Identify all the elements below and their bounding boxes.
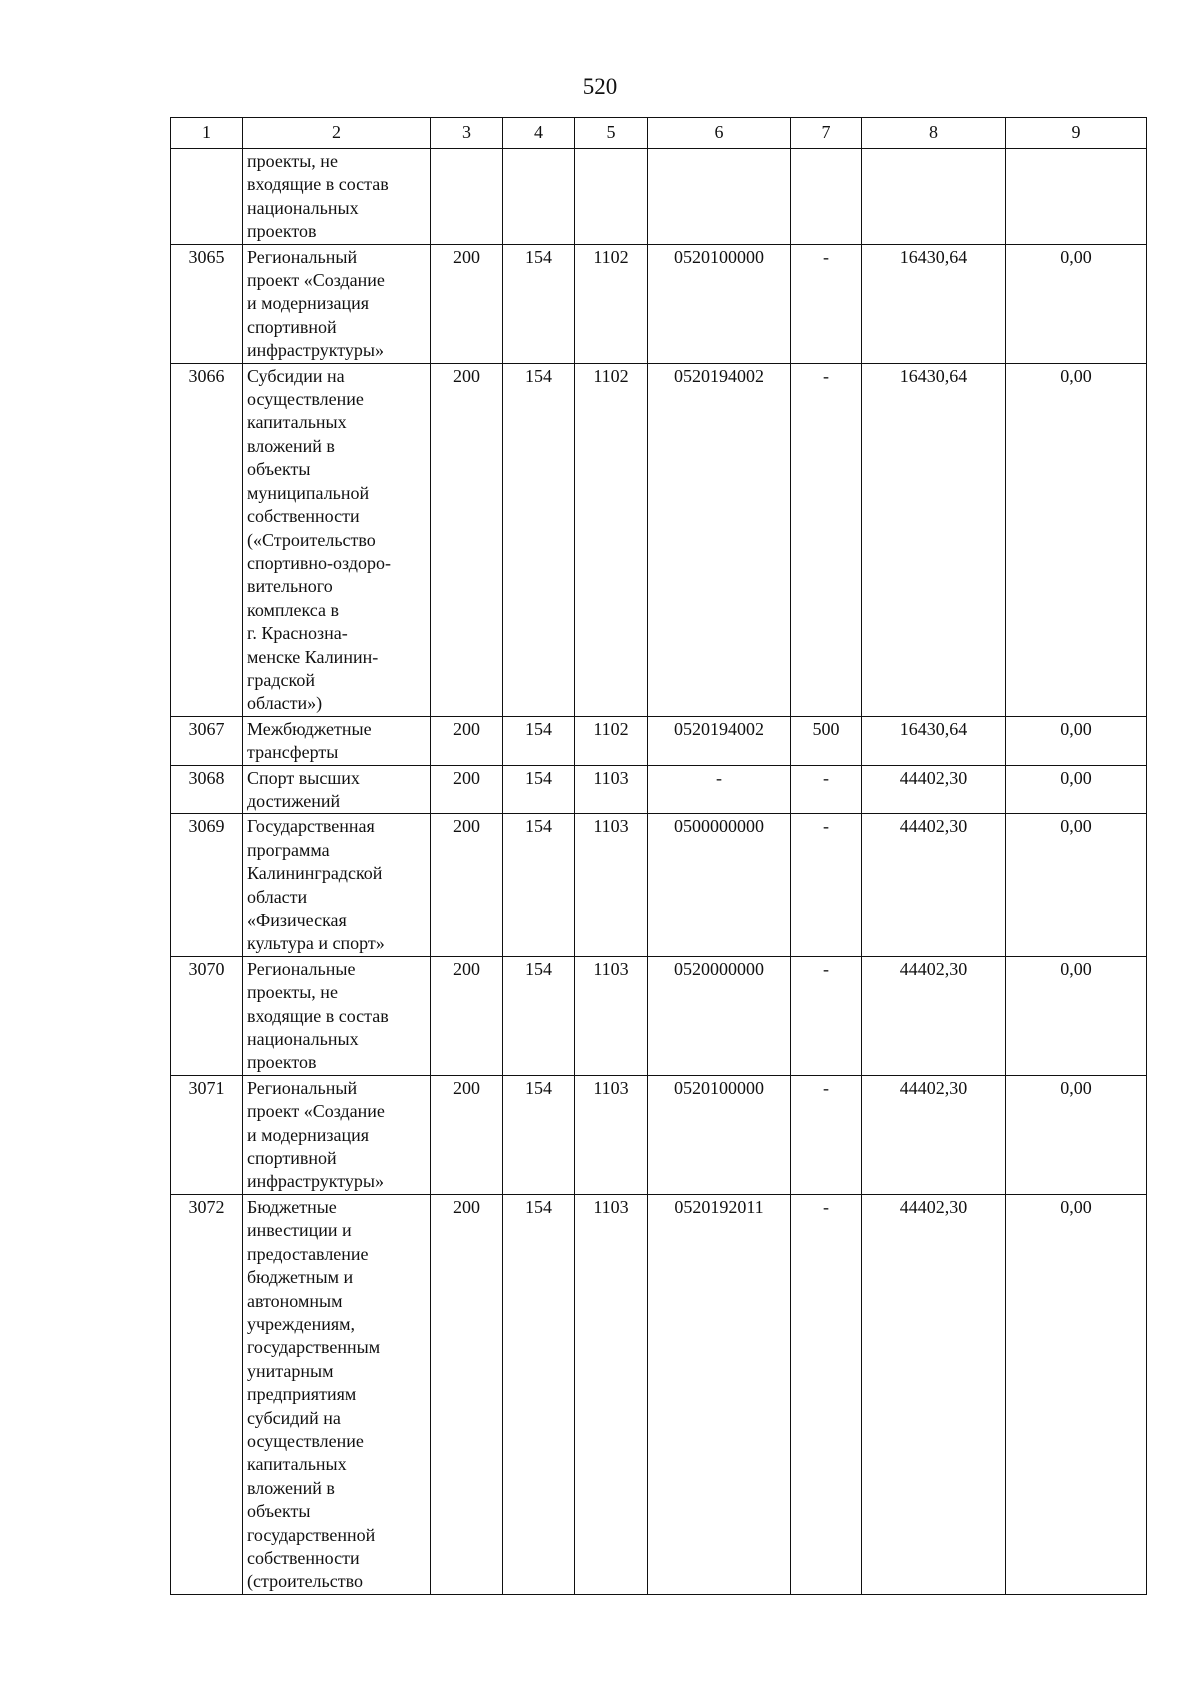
column-5-cell xyxy=(575,149,648,245)
table-row xyxy=(171,956,1147,1075)
column-7-cell: - xyxy=(791,1194,862,1594)
description-line: программа xyxy=(247,839,330,860)
description-line: области») xyxy=(247,693,323,714)
description-line: инвестиции и xyxy=(247,1220,352,1241)
budget-table xyxy=(170,117,1147,1595)
column-5-cell: 1102 xyxy=(575,363,648,716)
description-line: области xyxy=(247,886,308,907)
row-code-cell xyxy=(171,149,243,245)
amount-cell: 44402,30 xyxy=(862,765,1006,814)
value-cell: 0,00 xyxy=(1006,956,1147,1075)
column-header-6: 6 xyxy=(648,118,791,149)
description-line: автономным xyxy=(247,1290,343,1311)
description-line: Межбюджетные xyxy=(247,718,372,739)
description-line: Субсидии на xyxy=(247,365,345,386)
description-line: проекты, не xyxy=(247,151,338,171)
row-code-cell: 3072 xyxy=(171,1194,243,1594)
table-row xyxy=(171,716,1147,765)
column-3-cell: 200 xyxy=(431,363,503,716)
description-line: градской xyxy=(247,669,315,690)
column-4-cell: 154 xyxy=(503,1194,575,1594)
column-7-cell: - xyxy=(791,814,862,956)
description-line: осуществление xyxy=(247,389,364,410)
description-line: спортивно-оздоро- xyxy=(247,552,391,573)
description-line: вложений в xyxy=(247,1477,335,1498)
table-row xyxy=(171,244,1147,363)
column-6-cell: 0520000000 xyxy=(648,956,791,1075)
description-line: учреждениям, xyxy=(247,1313,356,1334)
description-line: осуществление xyxy=(247,1430,364,1451)
description-line: культура и спорт» xyxy=(247,933,385,954)
column-4-cell: 154 xyxy=(503,814,575,956)
column-5-cell: 1103 xyxy=(575,1194,648,1594)
value-cell: 0,00 xyxy=(1006,363,1147,716)
description-cell xyxy=(243,244,431,363)
column-6-cell: 0520194002 xyxy=(648,363,791,716)
column-4-cell: 154 xyxy=(503,363,575,716)
column-5-cell: 1103 xyxy=(575,765,648,814)
amount-cell: 16430,64 xyxy=(862,716,1006,765)
column-7-cell: - xyxy=(791,765,862,814)
column-header-5: 5 xyxy=(575,118,648,149)
description-line: вложений в xyxy=(247,435,335,456)
column-7-cell: - xyxy=(791,956,862,1075)
description-line: государственным xyxy=(247,1337,381,1358)
column-4-cell: 154 xyxy=(503,765,575,814)
column-6-cell: 0520194002 xyxy=(648,716,791,765)
page-number: 520 xyxy=(582,74,618,99)
amount-cell: 16430,64 xyxy=(862,244,1006,363)
description-line: предприятиям xyxy=(247,1384,357,1405)
table-row xyxy=(171,814,1147,956)
description-line: инфраструктуры» xyxy=(247,340,384,361)
column-header-4: 4 xyxy=(503,118,575,149)
row-code-cell: 3065 xyxy=(171,244,243,363)
description-cell xyxy=(243,363,431,716)
description-line: вительного xyxy=(247,576,333,597)
description-line: проекты, не xyxy=(247,982,338,1003)
column-header-1: 1 xyxy=(171,118,243,149)
value-cell xyxy=(1006,149,1147,245)
table-row xyxy=(171,765,1147,814)
description-line: капитальных xyxy=(247,1454,347,1475)
column-3-cell: 200 xyxy=(431,716,503,765)
column-3-cell xyxy=(431,149,503,245)
description-line: спортивной xyxy=(247,316,337,337)
description-line: проектов xyxy=(247,221,317,242)
column-4-cell: 154 xyxy=(503,244,575,363)
value-cell: 0,00 xyxy=(1006,765,1147,814)
column-6-cell: 0520100000 xyxy=(648,244,791,363)
description-line: объекты xyxy=(247,459,311,480)
row-code-cell: 3071 xyxy=(171,1075,243,1194)
description-line: и модернизация xyxy=(247,293,370,314)
column-5-cell: 1103 xyxy=(575,956,648,1075)
column-6-cell xyxy=(648,149,791,245)
column-6-cell: 0520100000 xyxy=(648,1075,791,1194)
row-code-cell: 3068 xyxy=(171,765,243,814)
description-line: менске Калинин- xyxy=(247,646,379,667)
description-line: проект «Создание xyxy=(247,1101,385,1122)
description-line: Бюджетные xyxy=(247,1196,337,1217)
amount-cell: 44402,30 xyxy=(862,1194,1006,1594)
description-cell xyxy=(243,956,431,1075)
amount-cell xyxy=(862,149,1006,245)
column-3-cell: 200 xyxy=(431,765,503,814)
description-cell xyxy=(243,814,431,956)
column-7-cell: - xyxy=(791,244,862,363)
description-line: собственности xyxy=(247,506,360,527)
description-line: проект «Создание xyxy=(247,270,385,291)
description-line: и модернизация xyxy=(247,1124,370,1145)
description-line: национальных xyxy=(247,197,359,218)
column-6-cell: - xyxy=(648,765,791,814)
column-7-cell: 500 xyxy=(791,716,862,765)
description-cell xyxy=(243,1075,431,1194)
description-line: спортивной xyxy=(247,1148,337,1169)
amount-cell: 16430,64 xyxy=(862,363,1006,716)
description-line: Региональные xyxy=(247,958,356,979)
description-cell xyxy=(243,1194,431,1594)
column-7-cell: - xyxy=(791,1075,862,1194)
description-line: капитальных xyxy=(247,412,347,433)
column-3-cell: 200 xyxy=(431,1194,503,1594)
column-header-7: 7 xyxy=(791,118,862,149)
table-row xyxy=(171,149,1147,245)
row-code-cell: 3066 xyxy=(171,363,243,716)
description-line: проектов xyxy=(247,1052,317,1073)
description-line: предоставление xyxy=(247,1243,369,1264)
description-line: Государственная xyxy=(247,816,375,837)
column-7-cell xyxy=(791,149,862,245)
value-cell: 0,00 xyxy=(1006,814,1147,956)
description-line: субсидий на xyxy=(247,1407,341,1428)
column-5-cell: 1102 xyxy=(575,716,648,765)
description-line: бюджетным и xyxy=(247,1267,354,1288)
table-row xyxy=(171,1194,1147,1594)
description-line: входящие в состав xyxy=(247,174,389,195)
column-6-cell: 0500000000 xyxy=(648,814,791,956)
column-header-3: 3 xyxy=(431,118,503,149)
description-line: объекты xyxy=(247,1501,311,1522)
column-7-cell: - xyxy=(791,363,862,716)
amount-cell: 44402,30 xyxy=(862,956,1006,1075)
table-row xyxy=(171,1075,1147,1194)
table-body xyxy=(171,149,1147,1595)
column-3-cell: 200 xyxy=(431,244,503,363)
column-4-cell xyxy=(503,149,575,245)
table-row xyxy=(171,363,1147,716)
description-cell xyxy=(243,149,431,245)
description-cell xyxy=(243,716,431,765)
description-line: унитарным xyxy=(247,1360,334,1381)
description-line: трансферты xyxy=(247,742,339,763)
description-line: («Строительство xyxy=(247,529,376,550)
description-line: инфраструктуры» xyxy=(247,1171,384,1192)
description-line: «Физическая xyxy=(247,910,347,930)
header-row xyxy=(171,118,1147,149)
column-3-cell: 200 xyxy=(431,1075,503,1194)
value-cell: 0,00 xyxy=(1006,244,1147,363)
column-header-2: 2 xyxy=(243,118,431,149)
description-line: собственности xyxy=(247,1547,360,1568)
column-4-cell: 154 xyxy=(503,716,575,765)
description-line: национальных xyxy=(247,1029,359,1050)
description-cell xyxy=(243,765,431,814)
description-line: достижений xyxy=(247,790,341,811)
value-cell: 0,00 xyxy=(1006,716,1147,765)
description-line: г. Краснозна- xyxy=(247,623,348,644)
column-4-cell: 154 xyxy=(503,1075,575,1194)
row-code-cell: 3070 xyxy=(171,956,243,1075)
column-4-cell: 154 xyxy=(503,956,575,1075)
row-code-cell: 3069 xyxy=(171,814,243,956)
column-header-9: 9 xyxy=(1006,118,1147,149)
description-line: Региональный xyxy=(247,1077,358,1098)
column-3-cell: 200 xyxy=(431,814,503,956)
description-line: комплекса в xyxy=(247,599,339,620)
column-3-cell: 200 xyxy=(431,956,503,1075)
description-line: Региональный xyxy=(247,246,358,267)
value-cell: 0,00 xyxy=(1006,1075,1147,1194)
description-line: государственной xyxy=(247,1524,376,1545)
amount-cell: 44402,30 xyxy=(862,814,1006,956)
value-cell: 0,00 xyxy=(1006,1194,1147,1594)
description-line: (строительство xyxy=(247,1571,363,1592)
column-5-cell: 1103 xyxy=(575,1075,648,1194)
description-line: Спорт высших xyxy=(247,767,360,788)
description-line: Калининградской xyxy=(247,863,383,884)
amount-cell: 44402,30 xyxy=(862,1075,1006,1194)
description-line: муниципальной xyxy=(247,482,370,503)
column-5-cell: 1103 xyxy=(575,814,648,956)
column-5-cell: 1102 xyxy=(575,244,648,363)
description-line: входящие в состав xyxy=(247,1005,389,1026)
row-code-cell: 3067 xyxy=(171,716,243,765)
column-header-8: 8 xyxy=(862,118,1006,149)
column-6-cell: 0520192011 xyxy=(648,1194,791,1594)
